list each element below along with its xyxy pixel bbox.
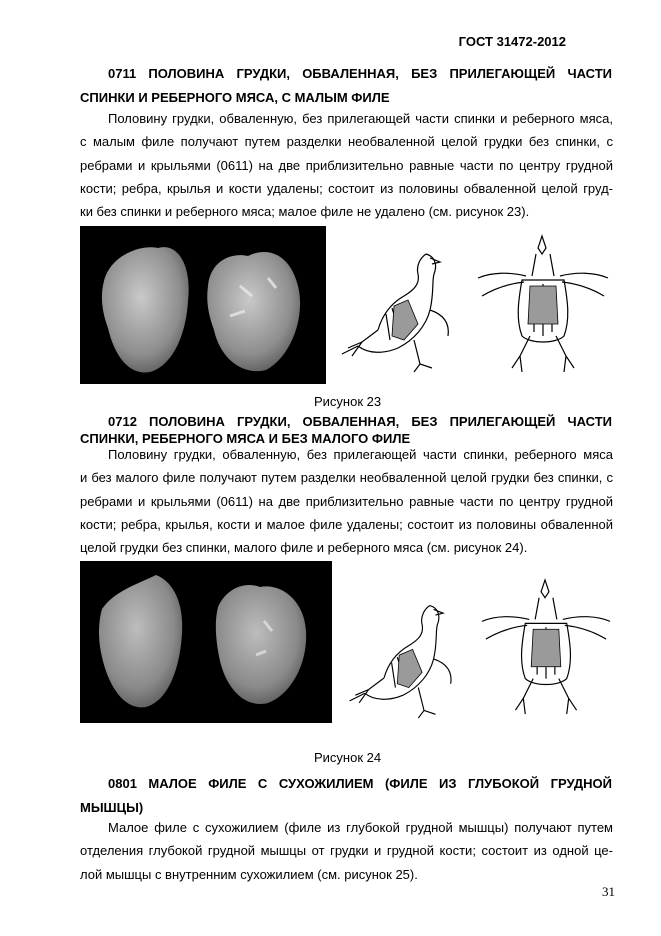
heading-line: 0711 ПОЛОВИНА ГРУДКИ, ОБВАЛЕННАЯ, БЕЗ ПРИЛЕГАЮЩЕЙ ЧАСТИ <box>108 66 612 81</box>
breast-half-right <box>216 585 306 704</box>
heading-0712 <box>80 413 612 447</box>
bird-side-diagram <box>334 244 464 374</box>
text-line: отделения глубокой грудной мышцы от грудки и грудной кости; состоит из одной це- <box>80 843 613 859</box>
text-line: Половину грудки, обваленную, без прилегающей части спинки и реберного мяса, <box>108 111 613 126</box>
figure-23-caption: Рисунок 23 <box>314 394 382 409</box>
text-line: лой мышцы с внутренним сухожилием (см. рисунок 25). <box>80 866 418 882</box>
breast-half-left <box>102 247 189 372</box>
heading-line: СПИНКИ И РЕБЕРНОГО МЯСА, С МАЛЫМ ФИЛЕ <box>80 90 390 105</box>
document-header: ГОСТ 31472-2012 <box>458 34 566 49</box>
text-line: с малым филе получают путем разделки необваленной целой грудки без спинки, с <box>80 134 613 150</box>
bird-front-diagram <box>470 232 616 380</box>
bird-side-diagram <box>340 596 468 720</box>
heading-0801 <box>80 772 612 820</box>
text-line: и без малого филе получают путем разделки необваленной целой грудки без спинки, с <box>80 470 613 486</box>
text-line: ки без спинки и реберного мяса; малое филе не удалено (см. рисунок 23). <box>80 204 530 220</box>
heading-line: 0712 ПОЛОВИНА ГРУДКИ, ОБВАЛЕННАЯ, БЕЗ ПРИЛЕГАЮЩЕЙ ЧАСТИ <box>108 414 612 429</box>
bird-front-diagram <box>474 574 618 724</box>
text-line: кости; ребра, крылья и кости удалены; состоит из половины обваленной целой груд- <box>80 180 613 196</box>
text-line: Половину грудки, обваленную, без прилегающей части спинки, реберного мяса <box>108 447 613 462</box>
figure-24-caption: Рисунок 24 <box>314 750 382 765</box>
paragraph-0712 <box>80 443 613 559</box>
heading-line: 0801 МАЛОЕ ФИЛЕ С СУХОЖИЛИЕМ (ФИЛЕ ИЗ ГЛУБОКОЙ ГРУДНОЙ <box>108 776 612 791</box>
text-line: кости; ребра, крылья, кости и малое филе удалены; состоит из половины обваленной <box>80 516 613 532</box>
text-line: Малое филе с сухожилием (филе из глубокой грудной мышцы) получают путем <box>108 820 613 835</box>
heading-0711 <box>80 62 612 110</box>
paragraph-0801 <box>80 816 613 886</box>
figure-23-photo <box>80 226 326 384</box>
heading-line: МЫШЦЫ) <box>80 800 144 815</box>
text-line: целой грудки без спинки, малого филе и реберного мяса (см. рисунок 24). <box>80 540 528 556</box>
breast-half-left <box>99 575 182 707</box>
figure-24-photo <box>80 561 332 723</box>
paragraph-0711 <box>80 107 613 223</box>
breast-half-right <box>207 252 300 371</box>
text-line: ребрами и крыльями (0611) на две приблизительно равные части по центру грудной <box>80 493 613 509</box>
page-number: 31 <box>602 884 615 899</box>
heading-line: СПИНКИ, РЕБЕРНОГО МЯСА И БЕЗ МАЛОГО ФИЛЕ <box>80 431 411 446</box>
text-line: ребрами и крыльями (0611) на две приблизительно равные части по центру грудной <box>80 157 613 173</box>
